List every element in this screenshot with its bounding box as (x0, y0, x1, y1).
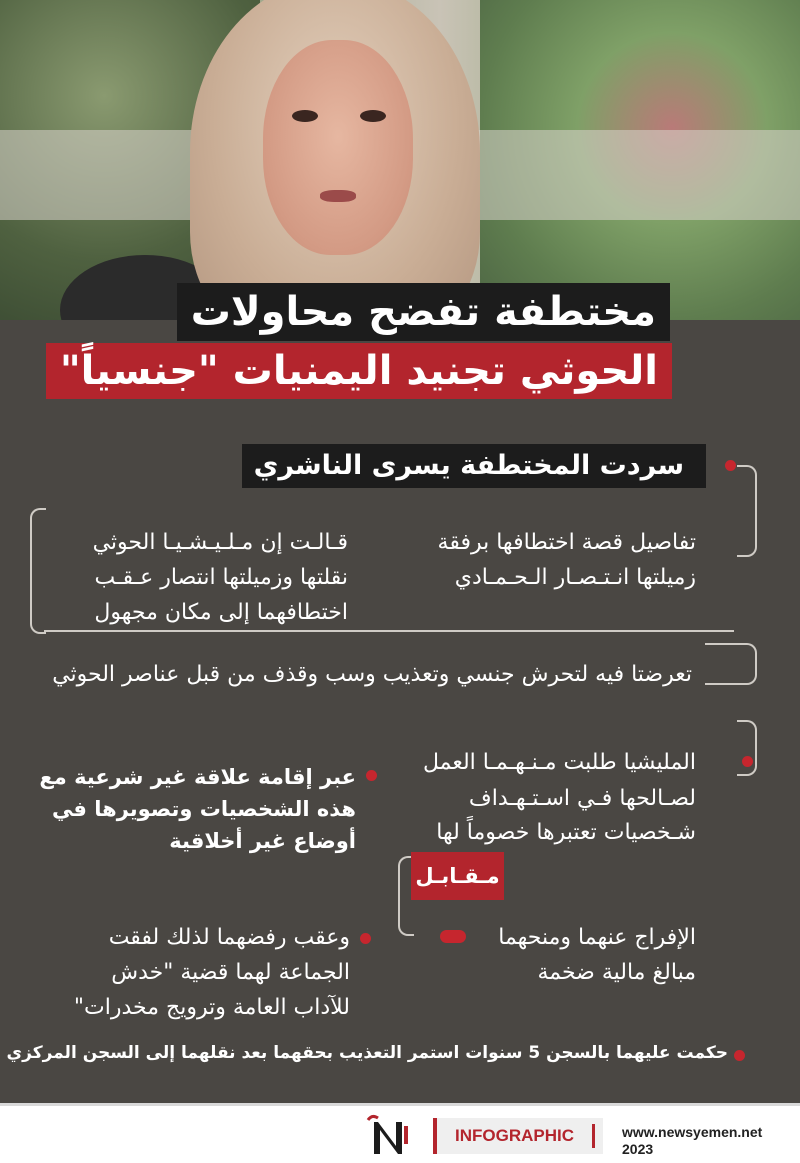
title-line-1: مختطفة تفضح محاولات (177, 283, 670, 341)
subheading: سردت المختطفة يسرى الناشري (242, 444, 706, 488)
connector-line (44, 630, 734, 646)
sentence-text: حكمت عليهما بالسجن 5 سنوات استمر التعذيب بحقهما بعد نقلهما إلى السجن المركزي (6, 1043, 728, 1063)
refusal-line-3: للآداب العامة وترويج مخدرات" (73, 995, 350, 1020)
connector-line (30, 508, 46, 634)
via-line-1: عبر إقامة علاقة غير شرعية مع (39, 765, 356, 789)
said-line-3: اختطافهما إلى مكان مجهول (94, 600, 348, 625)
said-line-1: قـالـت إن مـلـيـشـيـا الحوثي (92, 530, 348, 555)
logo-n-icon (366, 1112, 410, 1158)
title-line-2: الحوثي تجنيد اليمنيات "جنسياً" (46, 343, 672, 399)
infographic-label: INFOGRAPHIC (455, 1126, 574, 1145)
infographic-badge (433, 1118, 603, 1154)
abuse-text: تعرضتا فيه لتحرش جنسي وتعذيب وسب وقذف من قبل عناصر الحوثي (52, 662, 692, 687)
connector-line (737, 465, 757, 557)
bullet-pill (440, 930, 466, 943)
bullet-dot (360, 933, 371, 944)
bullet-dot (725, 460, 736, 471)
bullet-dot (742, 756, 753, 767)
bullet-dot (734, 1050, 745, 1061)
militia-line-3: شـخصيات تعتبرها خصوماً لها (436, 820, 696, 845)
connector-line (705, 643, 757, 685)
release-line-2: مبالغ مالية ضخمة (537, 960, 696, 985)
said-line-2: نقلتها وزميلتها انتصار عـقـب (94, 565, 348, 590)
refusal-line-2: الجماعة لهما قضية "خدش (111, 960, 350, 985)
connector-line (737, 720, 757, 776)
site-url[interactable]: www.newsyemen.net (622, 1124, 763, 1140)
in-return-label: مـقـابـل (411, 852, 504, 900)
site-year: 2023 (622, 1141, 654, 1157)
via-line-2: هذه الشخصيات وتصويرها في (51, 797, 356, 821)
header-photo (0, 0, 800, 320)
site-info (622, 1124, 762, 1158)
details-line-2: زميلتها انـتـصـار الـحـمـادي (454, 565, 696, 590)
refusal-line-1: وعقب رفضهما لذلك لفقت (108, 925, 350, 950)
bullet-dot (366, 770, 377, 781)
militia-line-2: لصـالحها فـي اسـتـهـداف (468, 786, 696, 811)
via-line-3: أوضاع غير أخلاقية (169, 829, 356, 853)
details-line-1: تفاصيل قصة اختطافها برفقة (437, 530, 696, 555)
militia-line-1: المليشيا طلبت مـنـهـمـا العمل (422, 750, 696, 775)
footer-divider (0, 1103, 800, 1106)
release-line-1: الإفراج عنهما ومنحهما (498, 925, 696, 950)
